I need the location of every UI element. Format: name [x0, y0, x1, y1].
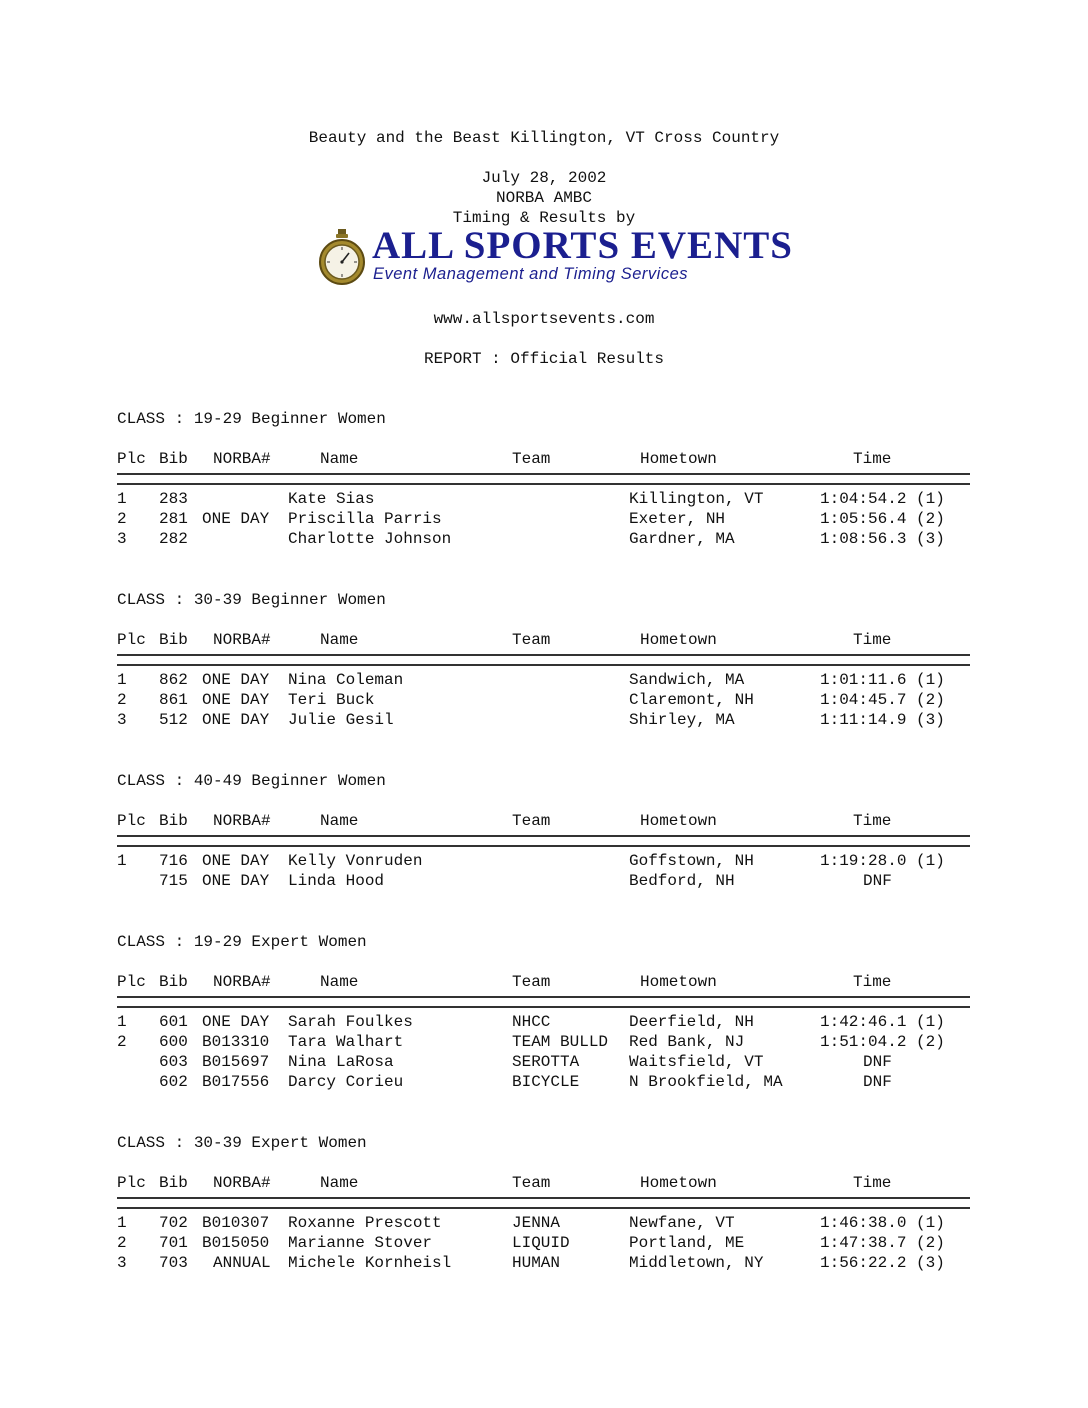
result-row: [117, 1213, 977, 1233]
cell-name: Tara Walhart: [288, 1033, 404, 1051]
cell-plc: 1: [117, 1013, 127, 1031]
column-header-norba: NORBA#: [213, 812, 271, 830]
cell-time: 1:42:46.1 (1): [820, 1013, 945, 1031]
column-header-hometown: Hometown: [640, 1174, 717, 1192]
cell-hometown: Middletown, NY: [629, 1254, 764, 1272]
column-header-hometown: Hometown: [640, 631, 717, 649]
logo-subtitle: Event Management and Timing Services: [373, 265, 688, 283]
column-header-team: Team: [512, 973, 551, 991]
cell-name: Julie Gesil: [288, 711, 394, 729]
logo-title: ALL SPORTS EVENTS: [372, 224, 793, 267]
result-row: [117, 1032, 977, 1052]
report-title: REPORT : Official Results: [423, 350, 665, 368]
column-header-row: [117, 1173, 977, 1193]
column-header-row: [117, 630, 977, 650]
column-header-name: Name: [320, 973, 359, 991]
cell-norba: B013310: [202, 1033, 270, 1051]
cell-name: Michele Kornheisl: [288, 1254, 452, 1272]
cell-plc: 1: [117, 1214, 127, 1232]
event-title: Beauty and the Beast Killington, VT Cross Country: [308, 129, 780, 147]
class-title: CLASS : 30-39 Expert Women: [117, 1134, 367, 1152]
column-header-plc: Plc: [117, 812, 146, 830]
separator-line: [117, 654, 970, 666]
cell-hometown: Shirley, MA: [629, 711, 735, 729]
cell-name: Roxanne Prescott: [288, 1214, 442, 1232]
cell-hometown: Gardner, MA: [629, 530, 735, 548]
result-row: [117, 851, 977, 871]
column-header-norba: NORBA#: [213, 1174, 271, 1192]
cell-team: SEROTTA: [512, 1053, 580, 1071]
cell-time: 1:51:04.2 (2): [820, 1033, 945, 1051]
cell-name: Charlotte Johnson: [288, 530, 452, 548]
cell-norba: ONE DAY: [202, 671, 270, 689]
column-header-time: Time: [853, 631, 892, 649]
cell-name: Kate Sias: [288, 490, 375, 508]
result-row: [117, 1052, 977, 1072]
result-row: [117, 1072, 977, 1092]
column-header-hometown: Hometown: [640, 812, 717, 830]
cell-hometown: Exeter, NH: [629, 510, 726, 528]
column-header-team: Team: [512, 631, 551, 649]
cell-bib: 512: [159, 711, 188, 729]
cell-bib: 715: [159, 872, 188, 890]
cell-plc: 2: [117, 510, 127, 528]
column-header-name: Name: [320, 450, 359, 468]
cell-norba: ONE DAY: [202, 852, 270, 870]
cell-plc: 1: [117, 671, 127, 689]
sanction-line: NORBA AMBC: [495, 189, 592, 207]
cell-team: BICYCLE: [512, 1073, 580, 1091]
cell-plc: 1: [117, 852, 127, 870]
cell-bib: 861: [159, 691, 188, 709]
class-title: CLASS : 40-49 Beginner Women: [117, 772, 386, 790]
event-date: July 28, 2002: [481, 169, 607, 187]
result-row: [117, 871, 977, 891]
cell-name: Linda Hood: [288, 872, 385, 890]
result-row: [117, 1233, 977, 1253]
column-header-team: Team: [512, 812, 551, 830]
result-row: [117, 670, 977, 690]
cell-hometown: Red Bank, NJ: [629, 1033, 745, 1051]
cell-plc: 3: [117, 530, 127, 548]
cell-name: Marianne Stover: [288, 1234, 433, 1252]
result-row: [117, 710, 977, 730]
cell-time: 1:11:14.9 (3): [820, 711, 945, 729]
cell-time: 1:46:38.0 (1): [820, 1214, 945, 1232]
column-header-row: [117, 972, 977, 992]
cell-bib: 601: [159, 1013, 188, 1031]
cell-time: 1:01:11.6 (1): [820, 671, 945, 689]
cell-time: DNF: [863, 1053, 892, 1071]
result-row: [117, 529, 977, 549]
cell-hometown: Claremont, NH: [629, 691, 754, 709]
cell-bib: 602: [159, 1073, 188, 1091]
cell-hometown: Goffstown, NH: [629, 852, 754, 870]
column-header-hometown: Hometown: [640, 450, 717, 468]
result-row: [117, 509, 977, 529]
separator-line: [117, 835, 970, 847]
class-title: CLASS : 19-29 Beginner Women: [117, 410, 386, 428]
cell-team: HUMAN: [512, 1254, 561, 1272]
cell-norba: ONE DAY: [202, 1013, 270, 1031]
column-header-team: Team: [512, 450, 551, 468]
cell-norba: ONE DAY: [202, 510, 270, 528]
cell-bib: 703: [159, 1254, 188, 1272]
column-header-bib: Bib: [159, 1174, 188, 1192]
column-header-bib: Bib: [159, 812, 188, 830]
column-header-team: Team: [512, 1174, 551, 1192]
cell-name: Kelly Vonruden: [288, 852, 423, 870]
all-sports-events-logo: [316, 224, 793, 288]
cell-bib: 600: [159, 1033, 188, 1051]
cell-team: JENNA: [512, 1214, 561, 1232]
column-header-plc: Plc: [117, 973, 146, 991]
cell-bib: 283: [159, 490, 188, 508]
cell-time: 1:05:56.4 (2): [820, 510, 945, 528]
cell-bib: 862: [159, 671, 188, 689]
cell-name: Darcy Corieu: [288, 1073, 404, 1091]
cell-norba: B015697: [202, 1053, 270, 1071]
result-row: [117, 690, 977, 710]
cell-hometown: Deerfield, NH: [629, 1013, 754, 1031]
website-link[interactable]: www.allsportsevents.com: [433, 310, 655, 328]
column-header-bib: Bib: [159, 450, 188, 468]
class-title: CLASS : 30-39 Beginner Women: [117, 591, 386, 609]
cell-bib: 282: [159, 530, 188, 548]
cell-norba: B010307: [202, 1214, 270, 1232]
cell-time: 1:56:22.2 (3): [820, 1254, 945, 1272]
separator-line: [117, 1197, 970, 1209]
cell-time: 1:08:56.3 (3): [820, 530, 945, 548]
column-header-norba: NORBA#: [213, 973, 271, 991]
cell-hometown: Killington, VT: [629, 490, 764, 508]
cell-norba: ANNUAL: [213, 1254, 271, 1272]
column-header-norba: NORBA#: [213, 450, 271, 468]
column-header-plc: Plc: [117, 631, 146, 649]
cell-name: Nina LaRosa: [288, 1053, 394, 1071]
cell-plc: 3: [117, 711, 127, 729]
cell-team: TEAM BULLD: [512, 1033, 609, 1051]
column-header-row: [117, 449, 977, 469]
cell-bib: 281: [159, 510, 188, 528]
timing-line: Timing & Results by: [452, 209, 636, 227]
cell-bib: 702: [159, 1214, 188, 1232]
column-header-time: Time: [853, 1174, 892, 1192]
cell-plc: 2: [117, 1033, 127, 1051]
column-header-time: Time: [853, 973, 892, 991]
cell-plc: 2: [117, 691, 127, 709]
class-title: CLASS : 19-29 Expert Women: [117, 933, 367, 951]
result-row: [117, 1012, 977, 1032]
cell-plc: 2: [117, 1234, 127, 1252]
cell-time: 1:19:28.0 (1): [820, 852, 945, 870]
column-header-name: Name: [320, 812, 359, 830]
cell-hometown: N Brookfield, MA: [629, 1073, 783, 1091]
column-header-bib: Bib: [159, 631, 188, 649]
cell-plc: 3: [117, 1254, 127, 1272]
cell-norba: B015050: [202, 1234, 270, 1252]
column-header-plc: Plc: [117, 450, 146, 468]
column-header-name: Name: [320, 631, 359, 649]
cell-hometown: Bedford, NH: [629, 872, 735, 890]
stopwatch-icon: [316, 228, 368, 286]
cell-time: 1:04:54.2 (1): [820, 490, 945, 508]
column-header-norba: NORBA#: [213, 631, 271, 649]
cell-name: Nina Coleman: [288, 671, 404, 689]
cell-time: DNF: [863, 1073, 892, 1091]
cell-team: LIQUID: [512, 1234, 570, 1252]
cell-plc: 1: [117, 490, 127, 508]
cell-team: NHCC: [512, 1013, 551, 1031]
column-header-plc: Plc: [117, 1174, 146, 1192]
cell-norba: B017556: [202, 1073, 270, 1091]
cell-norba: ONE DAY: [202, 711, 270, 729]
cell-time: DNF: [863, 872, 892, 890]
column-header-time: Time: [853, 450, 892, 468]
cell-norba: ONE DAY: [202, 691, 270, 709]
cell-hometown: Newfane, VT: [629, 1214, 735, 1232]
column-header-name: Name: [320, 1174, 359, 1192]
column-header-hometown: Hometown: [640, 973, 717, 991]
cell-bib: 603: [159, 1053, 188, 1071]
separator-line: [117, 473, 970, 485]
cell-time: 1:04:45.7 (2): [820, 691, 945, 709]
column-header-time: Time: [853, 812, 892, 830]
cell-name: Teri Buck: [288, 691, 375, 709]
cell-time: 1:47:38.7 (2): [820, 1234, 945, 1252]
cell-hometown: Sandwich, MA: [629, 671, 745, 689]
cell-bib: 716: [159, 852, 188, 870]
cell-name: Sarah Foulkes: [288, 1013, 413, 1031]
result-row: [117, 489, 977, 509]
cell-bib: 701: [159, 1234, 188, 1252]
separator-line: [117, 996, 970, 1008]
result-row: [117, 1253, 977, 1273]
cell-hometown: Portland, ME: [629, 1234, 745, 1252]
cell-name: Priscilla Parris: [288, 510, 442, 528]
cell-hometown: Waitsfield, VT: [629, 1053, 764, 1071]
column-header-row: [117, 811, 977, 831]
cell-norba: ONE DAY: [202, 872, 270, 890]
column-header-bib: Bib: [159, 973, 188, 991]
